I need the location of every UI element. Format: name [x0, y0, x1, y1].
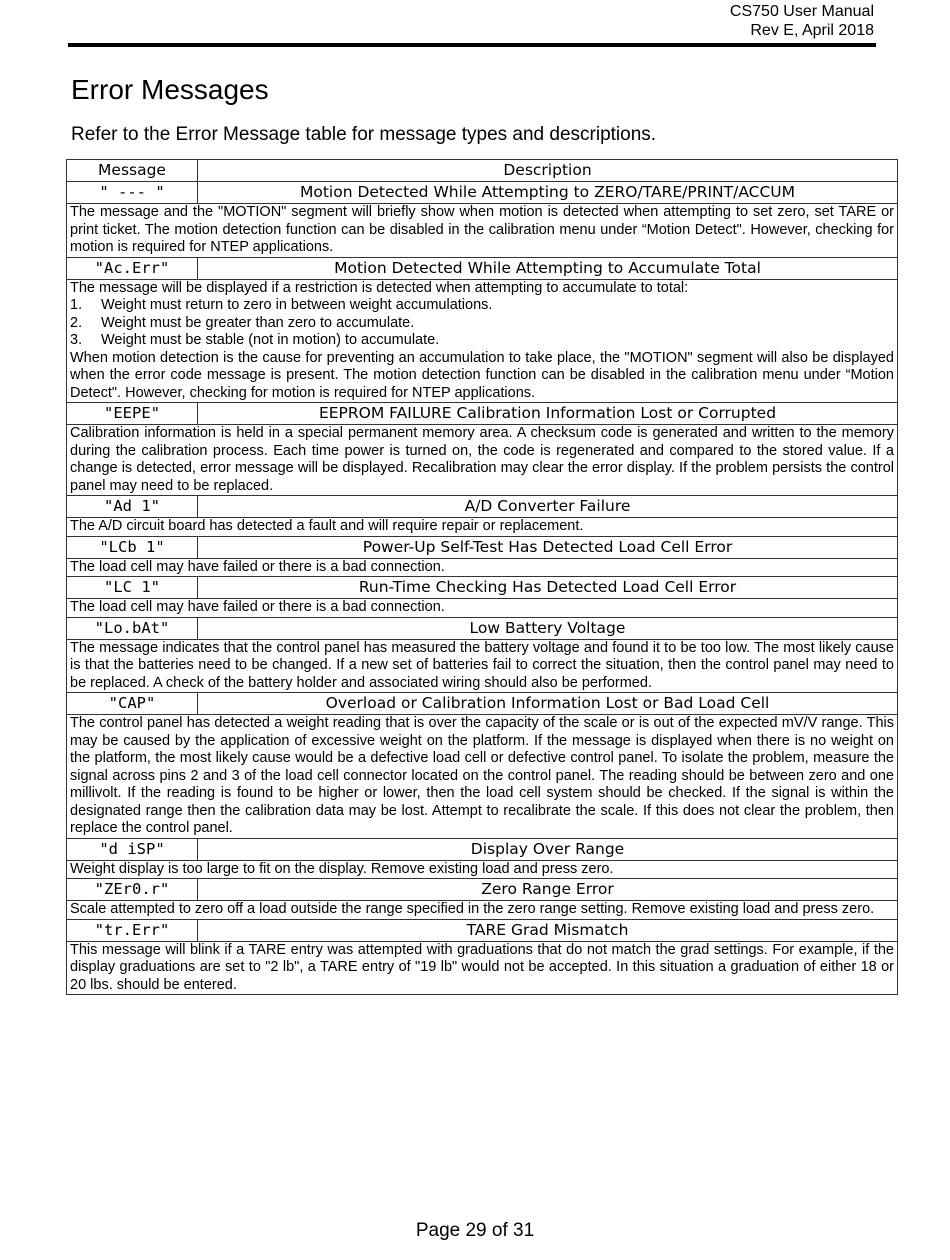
- description-paragraph: The load cell may have failed or there is a bad connection.: [70, 599, 445, 615]
- error-heading: Overload or Calibration Information Lost or Bad Load Cell: [198, 693, 898, 715]
- description-paragraph: The message will be displayed if a restriction is detected when attempting to accumulate to total:: [70, 279, 689, 296]
- error-heading: Zero Range Error: [198, 879, 898, 901]
- error-description: [67, 204, 898, 258]
- description-paragraph: Calibration information is held in a special permanent memory area. A checksum code is generated and written to the memory during the calibration process. Each time power is turned on, the code is regenerated and compared to the stored value. If a change is detected, error message will be displayed. Recalibration may clear the error display. If the problem persists the control panel may need to be replaced.: [70, 425, 894, 494]
- list-item: [70, 315, 894, 333]
- error-title-row: [67, 577, 898, 599]
- list-item: [70, 297, 894, 315]
- intro-text: Refer to the Error Message table for message types and descriptions.: [71, 124, 657, 145]
- error-rows: [67, 182, 898, 995]
- error-title-row: [67, 403, 898, 425]
- description-paragraph: The message indicates that the control panel has measured the battery voltage and found it to be too low. The most likely cause is that the batteries need to be changed. If a new set of batteries fail to correct the situation, then the control panel may need to be replaced. A check of the battery holder and associated wiring should also be performed.: [70, 639, 894, 691]
- error-title-row: [67, 879, 898, 901]
- page-title: Error Messages: [71, 74, 269, 105]
- error-description: [67, 518, 898, 537]
- error-code: "d iSP": [67, 838, 198, 860]
- error-description: [67, 639, 898, 693]
- manual-revision: Rev E, April 2018: [750, 22, 874, 39]
- error-description-row: [67, 558, 898, 577]
- error-title-row: [67, 182, 898, 204]
- list-item-text: Weight must be greater than zero to accumulate.: [101, 314, 415, 331]
- list-item: [70, 332, 894, 350]
- error-code: "CAP": [67, 693, 198, 715]
- error-code: "Ac.Err": [67, 257, 198, 279]
- page-number: Page 29 of 31: [415, 1220, 535, 1241]
- error-code: "tr.Err": [67, 919, 198, 941]
- error-code: "LC 1": [67, 577, 198, 599]
- error-title-row: [67, 838, 898, 860]
- error-description-row: [67, 715, 898, 839]
- error-description-row: [67, 860, 898, 879]
- error-title-row: [67, 919, 898, 941]
- error-code: " --- ": [67, 182, 198, 204]
- error-description: [67, 901, 898, 920]
- header-rule: [68, 43, 876, 47]
- error-description: [67, 860, 898, 879]
- error-description-row: [67, 279, 898, 403]
- document-header: [730, 2, 874, 40]
- error-description-row: [67, 599, 898, 618]
- error-description-row: [67, 518, 898, 537]
- error-heading: Run-Time Checking Has Detected Load Cell Error: [198, 577, 898, 599]
- error-description: [67, 558, 898, 577]
- list-item-text: Weight must return to zero in between weight accumulations.: [101, 297, 493, 313]
- description-paragraph: The load cell may have failed or there is a bad connection.: [70, 558, 445, 575]
- error-heading: Motion Detected While Attempting to Accumulate Total: [198, 257, 898, 279]
- error-title-row: [67, 496, 898, 518]
- error-code: "ZEr0.r": [67, 879, 198, 901]
- description-paragraph: This message will blink if a TARE entry was attempted with graduations that do not match the grad settings. For example, if the display graduations are set to "2 lb", a TARE entry of "19 lb" would not be accepted. In this situation a graduation of either 18 or 20 lbs. should be entered.: [70, 941, 894, 993]
- column-header-message: Message: [67, 160, 198, 182]
- error-title-row: [67, 617, 898, 639]
- error-heading: Display Over Range: [198, 838, 898, 860]
- description-paragraph: Weight display is too large to fit on the display. Remove existing load and press zero.: [70, 860, 614, 877]
- description-paragraph: Scale attempted to zero off a load outside the range specified in the zero range setting. Remove existing load and press zero.: [70, 901, 875, 917]
- description-paragraph: The A/D circuit board has detected a fault and will require repair or replacement.: [70, 518, 584, 534]
- error-title-row: [67, 257, 898, 279]
- error-description: [67, 715, 898, 839]
- error-code: "Lo.bAt": [67, 617, 198, 639]
- error-description-row: [67, 901, 898, 920]
- error-heading: Motion Detected While Attempting to ZERO/TARE/PRINT/ACCUM: [198, 182, 898, 204]
- list-item-number: 3.: [70, 332, 83, 348]
- table-header-row: [67, 160, 898, 182]
- description-paragraph: The control panel has detected a weight reading that is over the capacity of the scale or is out of the expected mV/V range. This may be caused by the application of excessive weight on the platform. If the message is displayed when there is no weight on the platform, the most likely cause would be a defective load cell or defective control panel. To isolate the problem, measure the signal across pins 2 and 3 of the load cell connector located on the control panel. The reading should be between zero and one millivolt. If the reading is found to be higher or lower, then the load cell system should be checked. If the signal is within the designated range then the calibration data may be lost. Attempt to recalibrate the scale. If this does not clear the problem, then replace the control panel.: [70, 715, 894, 836]
- error-heading: TARE Grad Mismatch: [198, 919, 898, 941]
- error-code: "EEPE": [67, 403, 198, 425]
- error-code: "LCb 1": [67, 536, 198, 558]
- error-title-row: [67, 536, 898, 558]
- error-description-row: [67, 639, 898, 693]
- description-paragraph: The message and the "MOTION" segment will briefly show when motion is detected when attempting to set zero, set TARE or print ticket. The motion detection function can be disabled in the calibration menu under “Motion Detect". However, checking for motion is required for NTEP applications.: [70, 204, 894, 255]
- error-description: [67, 599, 898, 618]
- column-header-description: Description: [198, 160, 898, 182]
- error-description: [67, 425, 898, 496]
- list-item-number: 1.: [70, 297, 83, 313]
- list-item-number: 2.: [70, 314, 83, 331]
- error-messages-table: [66, 159, 898, 995]
- error-description-row: [67, 204, 898, 258]
- error-heading: EEPROM FAILURE Calibration Information Lost or Corrupted: [198, 403, 898, 425]
- error-heading: Power-Up Self-Test Has Detected Load Cell Error: [198, 536, 898, 558]
- error-heading: Low Battery Voltage: [198, 617, 898, 639]
- error-description-row: [67, 941, 898, 995]
- error-heading: A/D Converter Failure: [198, 496, 898, 518]
- list-item-text: Weight must be stable (not in motion) to accumulate.: [101, 332, 440, 348]
- error-description: [67, 279, 898, 403]
- error-description: [67, 941, 898, 995]
- error-code: "Ad 1": [67, 496, 198, 518]
- error-description-row: [67, 425, 898, 496]
- error-title-row: [67, 693, 898, 715]
- manual-title: CS750 User Manual: [729, 3, 874, 20]
- description-paragraph: When motion detection is the cause for preventing an accumulation to take place, the "MOTION" segment will also be displayed when the error code message is present. The motion detection function can be disabled in the calibration menu under “Motion Detect". However, checking for motion is required for NTEP applications.: [70, 349, 894, 401]
